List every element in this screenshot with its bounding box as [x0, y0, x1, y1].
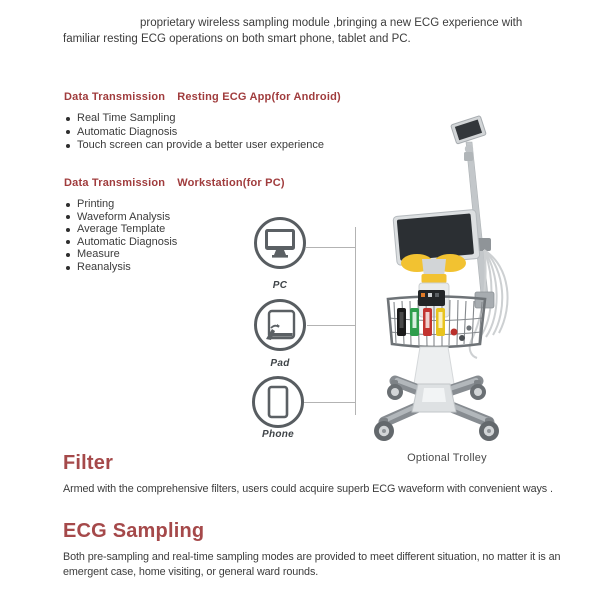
bullet-item: Real Time Sampling — [64, 112, 341, 126]
intro-line-1: proprietary wireless sampling module ,bringing a new ECG experience with — [140, 17, 523, 29]
pad-label: Pad — [270, 358, 290, 369]
section-heading-primary: Data Transmission — [64, 91, 166, 103]
bullet-item: Measure — [64, 248, 285, 261]
bullet-item: Reanalysis — [64, 261, 285, 274]
bracket-line-phone — [304, 402, 355, 403]
filter-body: Armed with the comprehensive filters, users could acquire superb ECG waveform with convenient ways . — [63, 483, 553, 495]
trolley-caption: Optional Trolley — [407, 452, 487, 464]
intro-paragraph — [63, 16, 522, 47]
filter-heading: Filter — [63, 452, 114, 474]
bullet-item: Automatic Diagnosis — [64, 236, 285, 249]
bullet-item: Automatic Diagnosis — [64, 126, 341, 140]
bullet-list — [64, 112, 341, 153]
phone-device-circle — [252, 376, 304, 428]
bracket-line-pad — [307, 325, 355, 326]
section-data-transmission-app — [64, 91, 341, 153]
section-heading-secondary: Resting ECG App(for Android) — [177, 91, 341, 103]
bullet-item: Waveform Analysis — [64, 211, 285, 224]
ecg-sampling-heading: ECG Sampling — [63, 520, 205, 542]
pc-monitor-icon — [263, 227, 297, 259]
section-data-transmission-workstation — [64, 177, 285, 274]
bullet-item: Touch screen can provide a better user experience — [64, 139, 341, 153]
bullet-item: Printing — [64, 198, 285, 211]
pc-label: PC — [272, 280, 288, 291]
pc-device-circle — [254, 217, 306, 269]
pad-touch-icon — [263, 308, 297, 342]
bracket-line-pc — [306, 247, 355, 248]
ecg-sampling-body — [63, 550, 560, 579]
pad-device-circle — [254, 299, 306, 351]
bullet-item: Average Template — [64, 223, 285, 236]
trolley-top-module — [451, 116, 487, 145]
phone-icon — [267, 385, 289, 419]
ecg-body-line-1: Both pre-sampling and real-time sampling modes are provided to meet different situation, no matter it is an — [63, 551, 561, 563]
section-heading-primary: Data Transmission — [64, 177, 166, 189]
bullet-list — [64, 198, 285, 274]
section-heading — [64, 91, 341, 103]
bracket-vertical-line — [355, 227, 356, 415]
ecg-body-line-2: emergent case, home visiting, or general ward rounds. — [63, 565, 319, 578]
section-heading — [64, 177, 285, 189]
trolley-basket — [388, 290, 485, 347]
trolley-illustration — [358, 100, 538, 452]
intro-line-2: familiar resting ECG operations on both smart phone, tablet and PC. — [63, 32, 411, 45]
section-heading-secondary: Workstation(for PC) — [177, 177, 285, 189]
phone-label: Phone — [261, 429, 295, 440]
